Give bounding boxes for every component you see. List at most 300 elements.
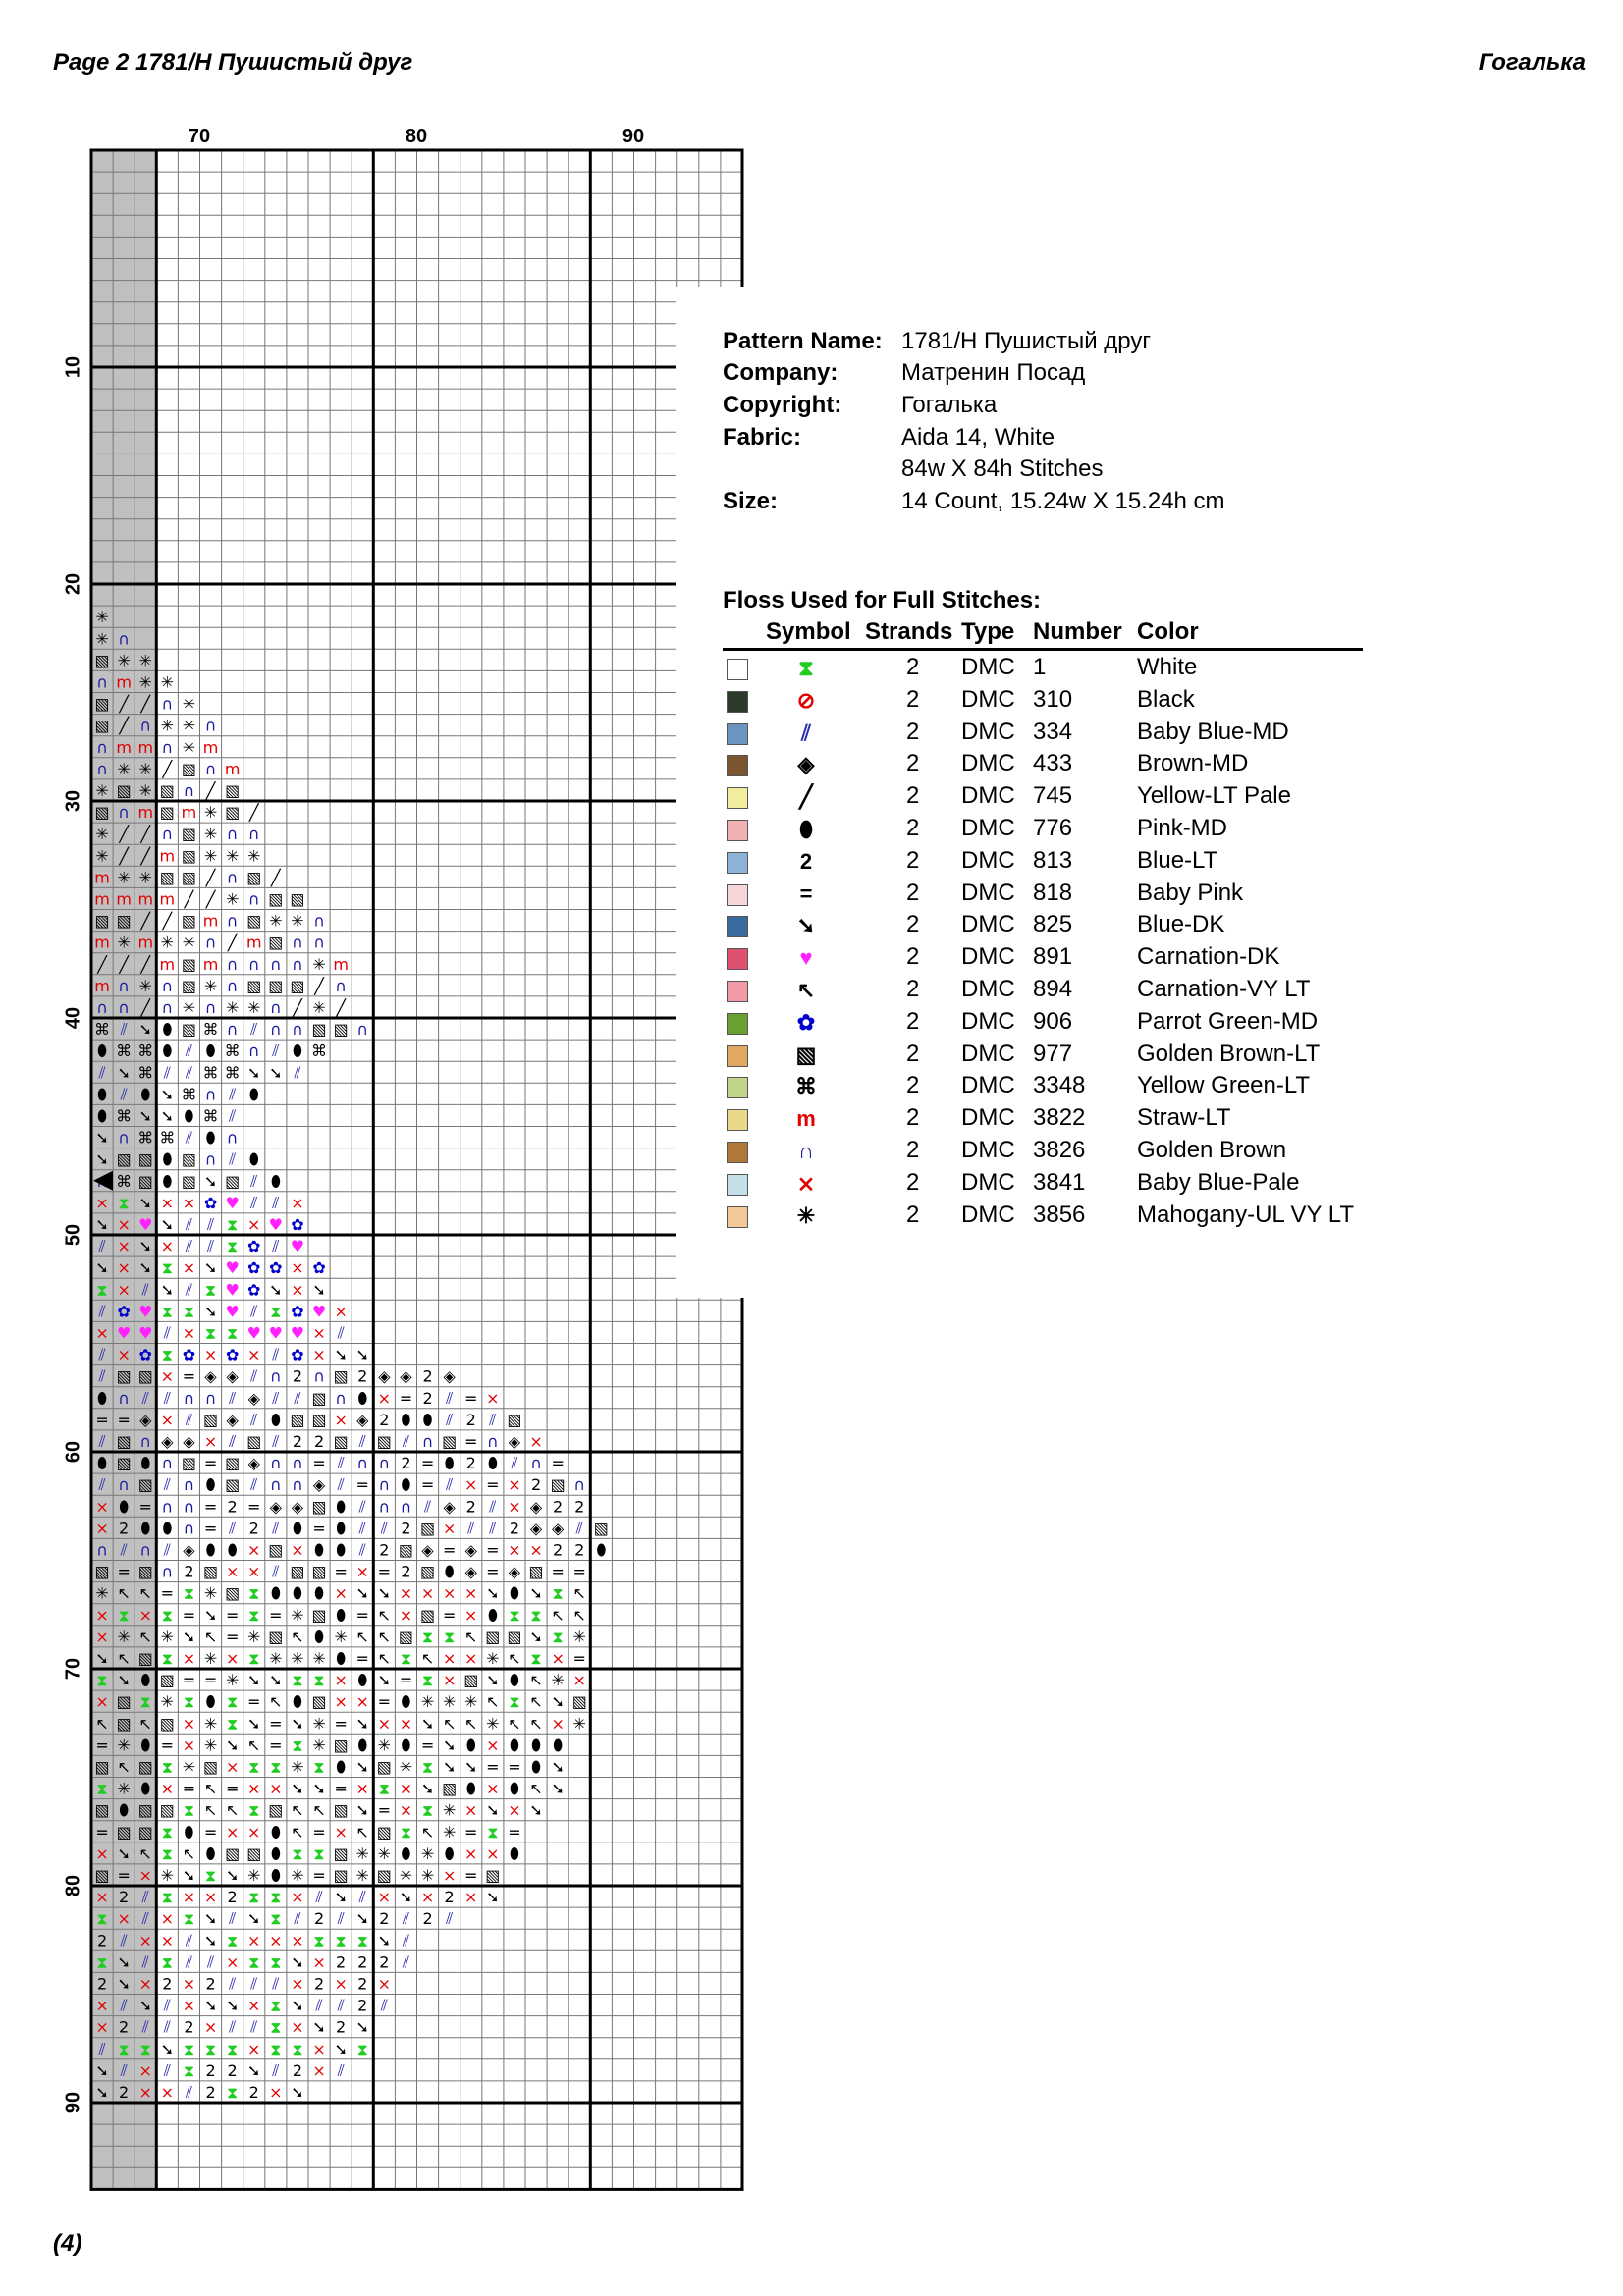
hourglass-symbol: ⧗ <box>248 1583 260 1603</box>
hatched-square-symbol: ▧ <box>94 1757 110 1777</box>
equals-symbol: = <box>377 1800 392 1820</box>
equals-symbol: = <box>442 1605 457 1625</box>
heart-symbol: ♥ <box>116 1323 132 1343</box>
arrow-dot-symbol: ➘ <box>117 1843 131 1863</box>
command-symbol: ⌘ <box>159 1128 176 1148</box>
floss-row <box>676 750 1382 782</box>
asterisk-symbol: ✳ <box>225 846 240 866</box>
two-symbol: 2 <box>292 2060 303 2080</box>
slash-symbol: ╱ <box>248 803 259 823</box>
two-symbol: 2 <box>379 1540 390 1560</box>
floss-number: 891 <box>1033 943 1073 971</box>
arrow-dot-symbol: ➘ <box>355 1583 369 1603</box>
color-swatch <box>727 787 748 809</box>
equals-symbol: = <box>334 1562 348 1581</box>
triple-slash-symbol: ⫽ <box>98 1237 106 1256</box>
floss-row <box>676 1201 1382 1234</box>
hatched-square-symbol: ▧ <box>159 1714 175 1734</box>
triple-slash-symbol: ⫽ <box>229 1909 237 1929</box>
floss-type: DMC <box>961 1007 1015 1035</box>
arch-symbol: ∩ <box>247 1041 260 1061</box>
hourglass-symbol: ⧗ <box>356 2039 368 2058</box>
hatched-square-symbol: ▧ <box>181 911 197 931</box>
arch-symbol: ∩ <box>226 976 239 995</box>
triple-slash-symbol: ⫽ <box>446 1388 454 1408</box>
company-label: Company: <box>723 359 839 386</box>
red-cross-symbol: ⨯ <box>203 1431 218 1451</box>
red-cross-symbol: ⨯ <box>225 1648 240 1668</box>
triple-slash-symbol: ⫽ <box>120 1020 128 1040</box>
asterisk-symbol: ✳ <box>312 1735 326 1755</box>
two-symbol: 2 <box>184 2017 194 2037</box>
command-symbol: ⌘ <box>795 1074 817 1099</box>
asterisk-symbol: ✳ <box>138 976 152 995</box>
hourglass-symbol: ⧗ <box>139 1692 151 1712</box>
hatched-square-symbol: ▧ <box>311 1562 327 1581</box>
triple-slash-symbol: ⫽ <box>358 1497 366 1517</box>
bean-symbol: ⬮ <box>162 1519 173 1538</box>
triple-slash-symbol: ⫽ <box>141 2017 149 2037</box>
bean-symbol: ⬮ <box>509 1583 519 1603</box>
arrow-dot-symbol: ➘ <box>117 1671 131 1690</box>
color-swatch <box>727 1077 748 1098</box>
floss-type: DMC <box>961 1168 1015 1196</box>
red-cross-symbol: ⨯ <box>377 1714 392 1734</box>
triple-slash-symbol: ⫽ <box>575 1519 583 1538</box>
asterisk-symbol: ✳ <box>203 1714 218 1734</box>
pin-symbol: ↖ <box>529 1714 543 1734</box>
arrow-dot-symbol: ➘ <box>551 1692 565 1712</box>
red-cross-symbol: ⨯ <box>334 1822 348 1842</box>
asterisk-symbol: ✳ <box>355 1865 369 1885</box>
slash-symbol: ╱ <box>97 954 107 974</box>
red-cross-symbol: ⨯ <box>291 1931 304 1950</box>
equals-symbol: = <box>377 1692 392 1712</box>
hatched-square-symbol: ▧ <box>485 1865 501 1885</box>
red-cross-symbol: ⨯ <box>247 1822 261 1842</box>
floss-color: Parrot Green-MD <box>1137 1007 1319 1035</box>
pin-symbol: ↖ <box>312 1800 326 1820</box>
triple-slash-symbol: ⫽ <box>206 1237 215 1256</box>
asterisk-symbol: ✳ <box>420 1865 435 1885</box>
size-value: 14 Count, 15.24w X 15.24h cm <box>901 488 1225 514</box>
arch-symbol: ∩ <box>161 737 174 757</box>
equals-symbol: = <box>95 1410 109 1429</box>
hatched-square-symbol: ▧ <box>181 825 197 844</box>
asterisk-symbol: ✳ <box>377 1735 392 1755</box>
triple-slash-symbol: ⫽ <box>250 1171 258 1191</box>
red-cross-symbol: ⨯ <box>334 1583 348 1603</box>
red-cross-symbol: ⨯ <box>355 1562 369 1581</box>
bean-symbol: ⬮ <box>97 1041 108 1061</box>
arrow-dot-symbol: ➘ <box>138 1106 152 1126</box>
bean-symbol: ⬮ <box>487 1605 498 1625</box>
arch-symbol: ∩ <box>292 1475 303 1495</box>
red-cross-symbol: ⨯ <box>529 1431 543 1451</box>
triple-slash-symbol: ⫽ <box>294 1909 301 1929</box>
red-cross-symbol: ⨯ <box>182 1735 196 1755</box>
hourglass-symbol: ⧗ <box>248 1800 260 1820</box>
triple-slash-symbol: ⫽ <box>358 1888 366 1907</box>
triple-slash-symbol: ⫽ <box>511 1454 518 1473</box>
hourglass-symbol: ⧗ <box>204 1280 217 1300</box>
pin-symbol: ↖ <box>508 1648 521 1668</box>
hourglass-symbol: ⧗ <box>96 1280 108 1300</box>
pin-symbol: ↖ <box>138 1583 152 1603</box>
m-symbol: m <box>116 737 132 757</box>
color-swatch <box>727 1142 748 1163</box>
row-label-80: 80 <box>62 1874 84 1897</box>
asterisk-symbol: ✳ <box>203 976 218 995</box>
two-symbol: 2 <box>119 2082 130 2102</box>
asterisk-symbol: ✳ <box>203 803 218 823</box>
triple-slash-symbol: ⫽ <box>272 1562 280 1581</box>
hatched-square-symbol: ▧ <box>268 889 284 909</box>
floss-row <box>676 654 1382 686</box>
slash-symbol: ╱ <box>205 889 216 909</box>
red-cross-symbol: ⨯ <box>442 1583 457 1603</box>
arch-symbol: ∩ <box>161 1562 174 1581</box>
two-symbol: 2 <box>574 1497 585 1517</box>
slash-symbol: ╱ <box>140 954 151 974</box>
hourglass-symbol: ⧗ <box>183 2039 195 2058</box>
heart-symbol: ♥ <box>225 1258 240 1278</box>
arch-symbol: ∩ <box>269 954 282 974</box>
equals-symbol: = <box>312 1822 326 1842</box>
slash-symbol: ╱ <box>140 846 151 866</box>
floss-color: Golden Brown-LT <box>1137 1040 1321 1067</box>
equals-symbol: = <box>312 1454 326 1473</box>
arch-symbol: ∩ <box>269 997 282 1017</box>
hatched-square-symbol: ▧ <box>333 1366 349 1386</box>
arch-symbol: ∩ <box>96 759 108 778</box>
hourglass-symbol: ⧗ <box>292 2039 303 2058</box>
asterisk-symbol: ✳ <box>95 825 109 844</box>
m-symbol: m <box>137 803 154 823</box>
header-symbol: Symbol <box>766 618 851 645</box>
asterisk-symbol: ✳ <box>291 1865 304 1885</box>
arch-symbol: ∩ <box>247 954 260 974</box>
row-label-90: 90 <box>62 2091 84 2114</box>
asterisk-symbol: ✳ <box>160 1627 175 1646</box>
hatched-square-symbol: ▧ <box>463 1671 479 1690</box>
red-cross-symbol: ⨯ <box>796 1170 816 1196</box>
flower-symbol: ✿ <box>269 1258 283 1278</box>
bean-symbol: ⬮ <box>531 1757 542 1777</box>
asterisk-symbol: ✳ <box>95 780 109 800</box>
hatched-square-symbol: ▧ <box>333 1431 349 1451</box>
two-symbol: 2 <box>184 1562 194 1581</box>
arrow-dot-symbol: ➘ <box>138 1258 152 1278</box>
hourglass-symbol: ⧗ <box>96 1671 108 1690</box>
hatched-square-symbol: ▧ <box>202 1562 219 1581</box>
heart-symbol: ♥ <box>246 1323 261 1343</box>
pin-symbol: ↖ <box>529 1779 543 1798</box>
asterisk-symbol: ✳ <box>138 868 152 887</box>
hourglass-symbol: ⧗ <box>227 1692 239 1712</box>
hatched-square-symbol: ▧ <box>159 780 175 800</box>
triple-slash-symbol: ⫽ <box>163 2017 171 2037</box>
bean-symbol: ⬮ <box>119 1800 130 1820</box>
hatched-square-symbol: ▧ <box>376 1822 392 1842</box>
hatched-square-symbol: ▧ <box>246 1843 262 1863</box>
color-swatch <box>727 916 748 937</box>
heart-symbol: ♥ <box>138 1323 153 1343</box>
floss-strands: 2 <box>906 654 920 680</box>
hourglass-symbol: ⧗ <box>96 1909 108 1929</box>
floss-type: DMC <box>961 1072 1015 1099</box>
equals-symbol: = <box>95 1822 109 1842</box>
arrow-dot-symbol: ➘ <box>442 1735 457 1755</box>
hatched-square-symbol: ▧ <box>225 1171 241 1191</box>
equals-symbol: = <box>312 1519 326 1538</box>
arrow-dot-symbol: ➘ <box>291 1779 304 1798</box>
triple-slash-symbol: ⫽ <box>402 1931 410 1950</box>
equals-symbol: = <box>95 1735 109 1755</box>
m-symbol: m <box>116 672 132 692</box>
two-symbol: 2 <box>553 1497 564 1517</box>
floss-color: Pink-MD <box>1137 815 1228 841</box>
hatched-square-symbol: ▧ <box>311 1605 327 1625</box>
floss-row <box>676 1169 1382 1201</box>
command-symbol: ⌘ <box>137 1041 154 1061</box>
floss-number: 813 <box>1033 846 1073 874</box>
diamond-dot-symbol: ◈ <box>529 1497 543 1517</box>
floss-row <box>676 911 1382 943</box>
arrow-dot-symbol: ➘ <box>160 1106 175 1126</box>
hourglass-symbol: ⧗ <box>313 1931 325 1950</box>
arrow-dot-symbol: ➘ <box>182 1627 196 1646</box>
arch-symbol: ∩ <box>356 1020 369 1040</box>
hatched-square-symbol: ▧ <box>290 1410 305 1429</box>
m-symbol: m <box>333 954 349 974</box>
hourglass-symbol: ⧗ <box>421 1627 434 1646</box>
asterisk-symbol: ✳ <box>420 1692 435 1712</box>
hourglass-symbol: ⧗ <box>161 1952 173 1972</box>
hourglass-symbol: ⧗ <box>335 1931 347 1950</box>
hatched-square-symbol: ▧ <box>137 1648 153 1668</box>
equals-symbol: = <box>269 1735 283 1755</box>
red-cross-symbol: ⨯ <box>225 1757 240 1777</box>
arrow-dot-symbol: ➘ <box>355 1345 369 1364</box>
hatched-square-symbol: ▧ <box>202 1757 219 1777</box>
red-cross-symbol: ⨯ <box>508 1475 521 1495</box>
page-header-author: Гогалька <box>1478 49 1586 76</box>
arrow-dot-symbol: ➘ <box>355 1714 369 1734</box>
arch-symbol: ∩ <box>204 1085 217 1104</box>
red-cross-symbol: ⨯ <box>399 1605 413 1625</box>
hatched-square-symbol: ▧ <box>181 954 197 974</box>
floss-strands: 2 <box>906 911 920 938</box>
asterisk-symbol: ✳ <box>203 1648 218 1668</box>
triple-slash-symbol: ⫽ <box>272 1193 280 1212</box>
arch-symbol: ∩ <box>96 672 108 692</box>
bean-symbol: ⬮ <box>227 1540 238 1560</box>
arrow-dot-symbol: ➘ <box>420 1779 435 1798</box>
arrow-dot-symbol: ➘ <box>225 1735 240 1755</box>
hourglass-symbol: ⧗ <box>270 1996 282 2015</box>
heart-symbol: ♥ <box>225 1280 240 1300</box>
triple-slash-symbol: ⫽ <box>229 1149 237 1169</box>
arrow-dot-symbol: ➘ <box>95 2060 109 2080</box>
flower-symbol: ✿ <box>312 1258 326 1278</box>
heart-symbol: ♥ <box>290 1323 305 1343</box>
floss-number: 334 <box>1033 718 1073 745</box>
floss-strands: 2 <box>906 685 920 713</box>
hatched-square-symbol: ▧ <box>181 976 197 995</box>
hatched-square-symbol: ▧ <box>181 1454 197 1473</box>
hatched-square-symbol: ▧ <box>225 1843 241 1863</box>
asterisk-symbol: ✳ <box>399 1865 413 1885</box>
hourglass-symbol: ⧗ <box>139 2039 151 2058</box>
equals-symbol: = <box>508 1757 521 1777</box>
red-cross-symbol: ⨯ <box>203 1888 218 1907</box>
heart-symbol: ♥ <box>268 1214 284 1234</box>
command-symbol: ⌘ <box>224 1063 241 1083</box>
floss-strands: 2 <box>906 976 920 1002</box>
equals-symbol: = <box>334 1779 348 1798</box>
arrow-dot-symbol: ➘ <box>203 1302 218 1321</box>
bean-symbol: ⬮ <box>184 1822 194 1842</box>
triple-slash-symbol: ⫽ <box>185 1931 193 1950</box>
red-cross-symbol: ⨯ <box>95 1627 109 1646</box>
two-symbol: 2 <box>162 1974 173 1994</box>
two-symbol: 2 <box>336 1952 347 1972</box>
arrow-dot-symbol: ➘ <box>529 1800 543 1820</box>
hatched-square-symbol: ▧ <box>507 1410 522 1429</box>
triple-slash-symbol: ⫽ <box>315 1996 323 2015</box>
bean-symbol: ⬮ <box>336 1605 347 1625</box>
triple-slash-symbol: ⫽ <box>163 1388 171 1408</box>
floss-strands: 2 <box>906 718 920 745</box>
floss-number: 3348 <box>1033 1072 1086 1099</box>
red-cross-symbol: ⨯ <box>203 1345 218 1364</box>
heart-symbol: ♥ <box>138 1214 153 1234</box>
red-cross-symbol: ⨯ <box>95 1193 109 1212</box>
red-cross-symbol: ⨯ <box>138 2082 152 2102</box>
arrow-dot-symbol: ➘ <box>203 1171 218 1191</box>
color-swatch <box>727 723 748 745</box>
floss-color: Straw-LT <box>1137 1104 1231 1132</box>
equals-symbol: = <box>182 1605 196 1625</box>
asterisk-symbol: ✳ <box>442 1800 457 1820</box>
diamond-dot-symbol: ◈ <box>356 1410 369 1429</box>
arch-symbol: ∩ <box>313 911 325 931</box>
flower-symbol: ✿ <box>117 1302 131 1321</box>
bean-symbol: ⬮ <box>248 1085 259 1104</box>
red-cross-symbol: ⨯ <box>442 1865 457 1885</box>
arrow-dot-symbol: ➘ <box>291 1952 304 1972</box>
arrow-dot-symbol: ➘ <box>334 2039 348 2058</box>
bean-symbol: ⬮ <box>140 1454 151 1473</box>
red-cross-symbol: ⨯ <box>355 1779 369 1798</box>
hatched-square-symbol: ▧ <box>268 1800 284 1820</box>
slash-symbol: ╱ <box>119 694 129 714</box>
two-symbol: 2 <box>292 1366 303 1386</box>
hatched-square-symbol: ▧ <box>268 976 284 995</box>
arrow-dot-symbol: ➘ <box>247 1909 261 1929</box>
floss-strands: 2 <box>906 1007 920 1035</box>
two-symbol: 2 <box>465 1410 476 1429</box>
header-number: Number <box>1033 618 1122 645</box>
red-cross-symbol: ⨯ <box>247 1540 261 1560</box>
hourglass-symbol: ⧗ <box>161 1888 173 1907</box>
hatched-square-symbol: ▧ <box>137 1757 153 1777</box>
triple-slash-symbol: ⫽ <box>98 2039 106 2058</box>
hourglass-symbol: ⧗ <box>292 1843 303 1863</box>
arrow-dot-symbol: ➘ <box>529 1627 543 1646</box>
equals-symbol: = <box>269 1714 283 1734</box>
hatched-square-symbol: ▧ <box>333 1020 349 1040</box>
arch-symbol: ∩ <box>421 1431 434 1451</box>
floss-strands: 2 <box>906 782 920 810</box>
bean-symbol: ⬮ <box>119 1497 130 1517</box>
two-symbol: 2 <box>205 2082 216 2102</box>
triple-slash-symbol: ⫽ <box>272 1519 280 1538</box>
asterisk-symbol: ✳ <box>117 933 131 952</box>
asterisk-symbol: ✳ <box>138 780 152 800</box>
flower-symbol: ✿ <box>203 1193 218 1212</box>
red-cross-symbol: ⨯ <box>334 1410 348 1429</box>
red-cross-symbol: ⨯ <box>334 1671 348 1690</box>
hourglass-symbol: ⧗ <box>487 1822 499 1842</box>
floss-color: Carnation-DK <box>1137 943 1280 971</box>
arrow-dot-symbol: ➘ <box>247 2060 261 2080</box>
floss-row <box>676 719 1382 751</box>
pin-symbol: ↖ <box>529 1671 543 1690</box>
asterisk-symbol: ✳ <box>182 716 196 735</box>
bean-symbol: ⬮ <box>314 1627 325 1646</box>
red-cross-symbol: ⨯ <box>291 1974 304 1994</box>
flower-symbol: ✿ <box>182 1345 196 1364</box>
arrow-dot-symbol: ➘ <box>138 1193 152 1212</box>
triple-slash-symbol: ⫽ <box>229 1085 237 1104</box>
red-cross-symbol: ⨯ <box>420 1888 435 1907</box>
arrow-dot-symbol: ➘ <box>203 1996 218 2015</box>
hourglass-symbol: ⧗ <box>400 1648 412 1668</box>
red-cross-symbol: ⨯ <box>225 1952 240 1972</box>
red-cross-symbol: ⨯ <box>95 1605 109 1625</box>
bean-symbol: ⬮ <box>205 1475 216 1495</box>
triple-slash-symbol: ⫽ <box>185 1952 193 1972</box>
heart-symbol: ♥ <box>268 1323 284 1343</box>
asterisk-symbol: ✳ <box>160 1865 175 1885</box>
red-cross-symbol: ⨯ <box>182 1996 196 2015</box>
arch-symbol: ∩ <box>335 1388 348 1408</box>
triple-slash-symbol: ⫽ <box>272 1431 280 1451</box>
red-cross-symbol: ⨯ <box>117 1345 131 1364</box>
hatched-square-symbol: ▧ <box>159 803 175 823</box>
diamond-dot-symbol: ◈ <box>551 1519 565 1538</box>
diamond-dot-symbol: ◈ <box>291 1497 304 1517</box>
two-symbol: 2 <box>205 1974 216 1994</box>
arch-symbol: ∩ <box>204 716 217 735</box>
bean-symbol: ⬮ <box>97 1085 108 1104</box>
equals-symbol: = <box>117 1562 131 1581</box>
m-symbol: m <box>202 954 219 974</box>
asterisk-symbol: ✳ <box>160 933 175 952</box>
floss-type: DMC <box>961 976 1015 1002</box>
color-swatch <box>727 1174 748 1196</box>
two-symbol: 2 <box>509 1519 520 1538</box>
floss-strands: 2 <box>906 1104 920 1132</box>
arch-symbol: ∩ <box>161 1454 174 1473</box>
hourglass-symbol: ⧗ <box>552 1627 564 1646</box>
hatched-square-symbol: ▧ <box>398 1540 414 1560</box>
row-label-10: 10 <box>62 355 84 379</box>
asterisk-symbol: ✳ <box>442 1692 457 1712</box>
slash-symbol: ╱ <box>119 954 129 974</box>
